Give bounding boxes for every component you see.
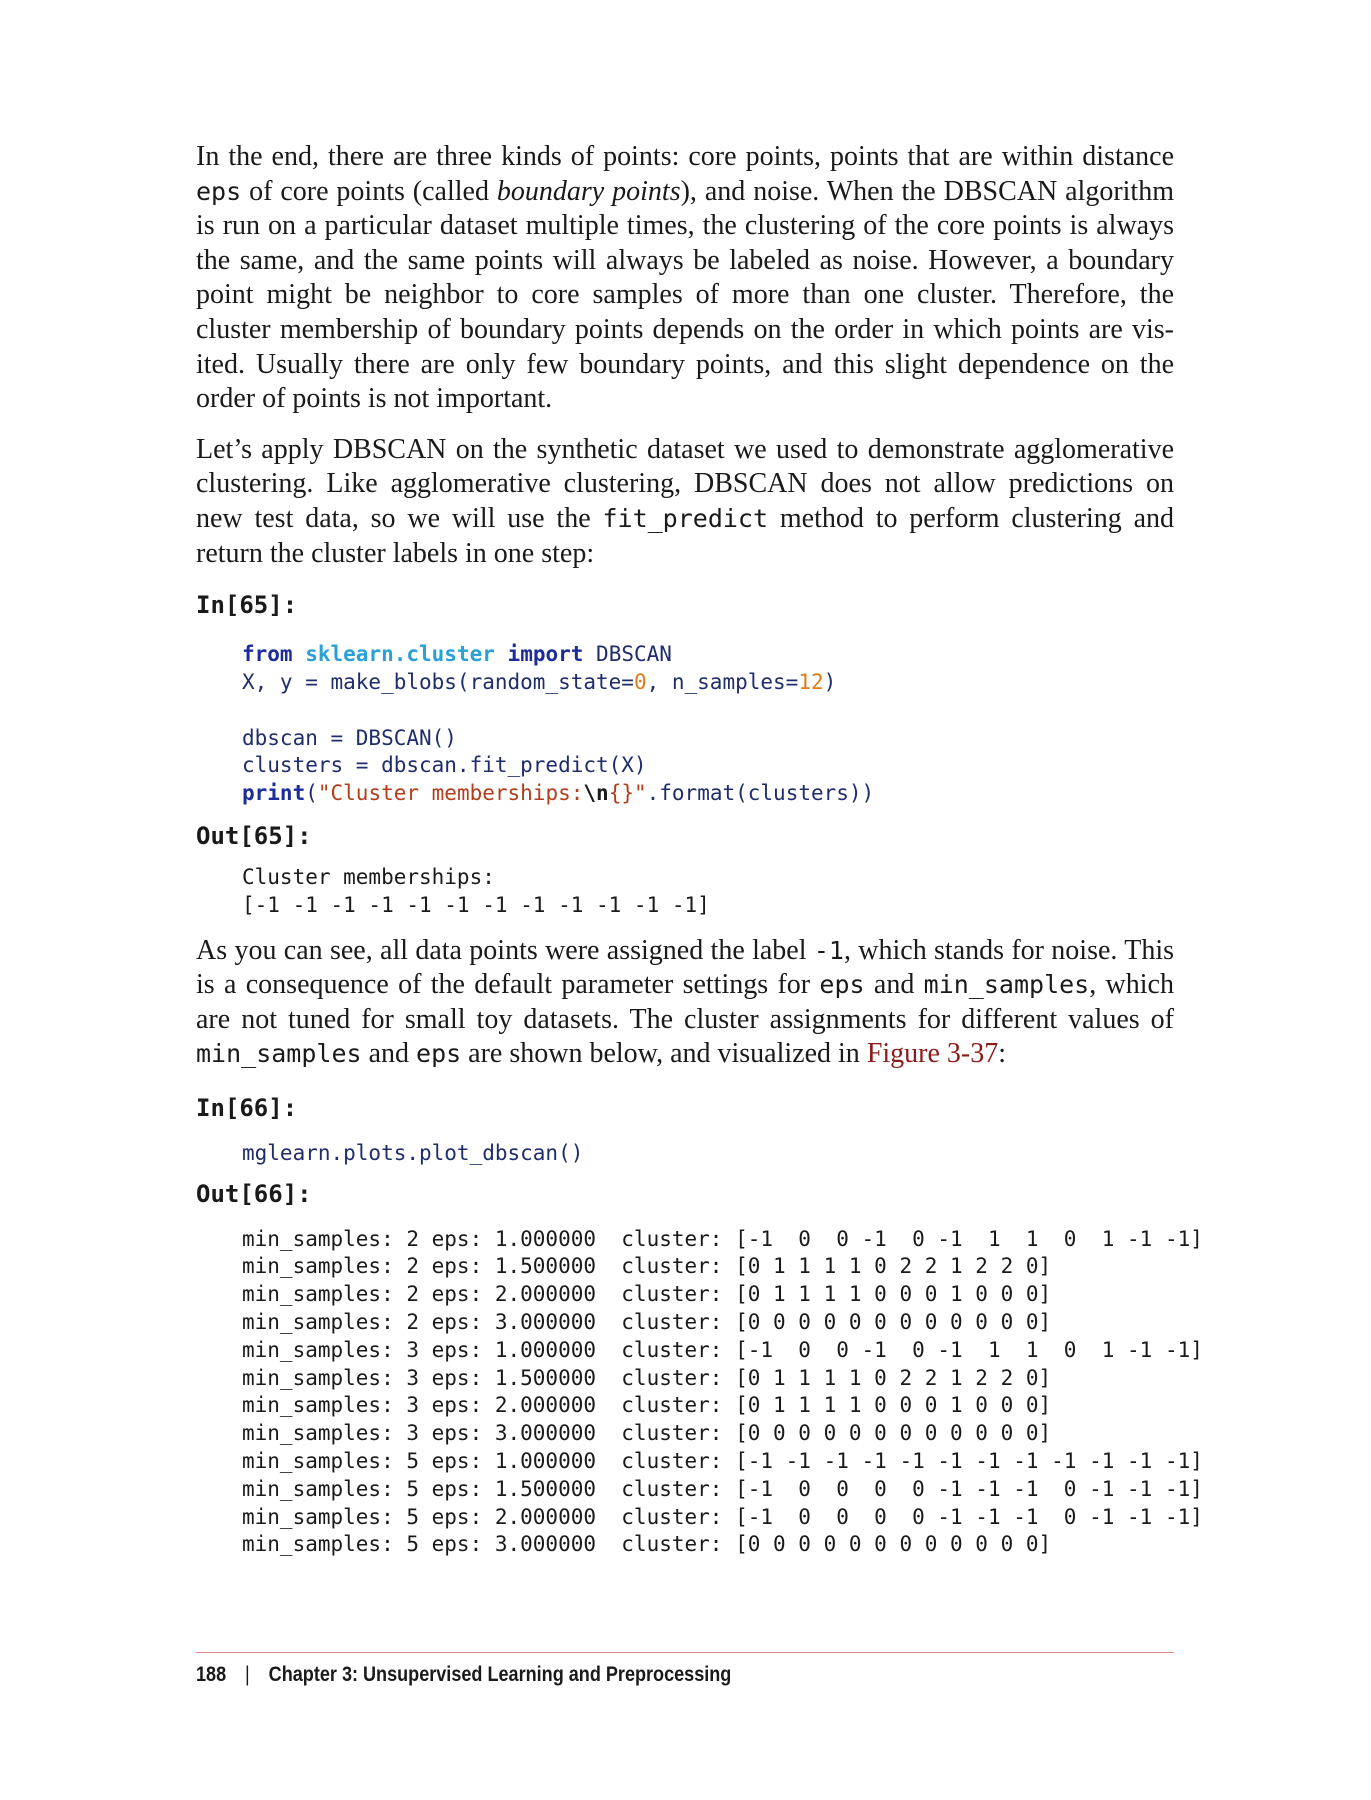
text-run: of core points (called: [241, 175, 497, 207]
code-token: (: [305, 781, 318, 806]
text-run: method to perform clustering and return the cluster labels in one step:: [196, 502, 1174, 569]
inline-code: eps: [819, 970, 865, 1000]
out-prompt-65: Out[65]:: [196, 821, 312, 850]
paragraph-three-kinds-of-points: [196, 140, 1174, 417]
chapter-title: Chapter 3: Unsupervised Learning and Preprocessing: [268, 1663, 732, 1686]
output-line: min_samples: 5 eps: 3.000000 cluster: [0 0 0 0 0 0 0 0 0 0 0 0]: [242, 1532, 1052, 1557]
string-literal: "Cluster memberships:: [317, 781, 584, 806]
string-literal: {}": [608, 781, 647, 806]
text-run: are shown below, and visualized in: [461, 1038, 867, 1070]
output-line: min_samples: 2 eps: 3.000000 cluster: [0 0 0 0 0 0 0 0 0 0 0 0]: [242, 1310, 1052, 1335]
text-run: In the end, there are three kinds of points: core points, points that are within distance: [196, 141, 1174, 172]
text-run: ), and noise. When the DBSCAN algorithm is run on a particular dataset multiple times, the clustering of the core points is always the same, and the same points will always be labeled as noise. However, a boundary point might be neighbor to core samples of more than one cluster. Therefore, the cluster membership of boundary points depends on the order in which points are visited. Usually there are only few boundary points, and this slight dependence on the order of points is not important.: [196, 175, 1174, 415]
output-line: min_samples: 2 eps: 1.500000 cluster: [0 1 1 1 1 0 2 2 1 2 2 0]: [242, 1254, 1052, 1279]
page-footer: [196, 1663, 731, 1687]
inline-code: fit_predict: [602, 503, 769, 533]
inline-code: -1: [813, 935, 844, 965]
output-line: Cluster memberships:: [242, 864, 495, 889]
page-content: [196, 140, 1203, 1559]
output-line: min_samples: 3 eps: 2.000000 cluster: [0 1 1 1 1 0 0 0 1 0 0 0]: [242, 1393, 1052, 1418]
text-run: :: [998, 1038, 1007, 1070]
text-run: and: [361, 1038, 417, 1070]
in-prompt-65: In[65]:: [196, 591, 298, 620]
number-literal: 12: [798, 669, 824, 694]
output-block-65: [196, 864, 1174, 920]
module-name: sklearn.cluster: [305, 642, 495, 667]
output-line: min_samples: 3 eps: 1.000000 cluster: [-1 0 0 -1 0 -1 1 1 0 1 -1 -1]: [242, 1337, 1203, 1362]
text-run: , which stands for noise. This is a consequence of the default parameter settings for: [196, 934, 1175, 1001]
text-run: and: [864, 969, 924, 1001]
code-token: .format(clusters)): [646, 781, 875, 806]
inline-code: min_samples: [923, 970, 1090, 1000]
footer-separator: |: [245, 1663, 250, 1686]
output-block-66: [196, 1226, 1203, 1560]
code-token: DBSCAN: [583, 642, 672, 667]
keyword: from: [242, 642, 293, 667]
code-block-in-66: [196, 1140, 1174, 1168]
output-line: min_samples: 2 eps: 1.000000 cluster: [-1 0 0 -1 0 -1 1 1 0 1 -1 -1]: [242, 1226, 1203, 1251]
code-line: dbscan = DBSCAN(): [242, 725, 457, 750]
escape-sequence: \n: [583, 781, 609, 806]
emphasis: boundary points: [496, 175, 681, 207]
keyword: print: [242, 781, 306, 806]
output-line: min_samples: 2 eps: 2.000000 cluster: [0 1 1 1 1 0 0 0 1 0 0 0]: [242, 1282, 1052, 1307]
code-token: ): [823, 669, 837, 694]
inline-code: min_samples: [196, 1039, 362, 1069]
code-token: , n_samples=: [646, 669, 799, 694]
text-run: As you can see, all data points were assigned the label: [196, 934, 814, 966]
text-run: Let’s apply DBSCAN on the synthetic dataset we used to demonstrate agglomerative clustering. Like agglomerative clustering, DBSCAN does not allow predictions on new test data, so we will use the: [196, 433, 1174, 534]
footer-rule: [196, 1652, 1174, 1653]
output-line: min_samples: 5 eps: 1.000000 cluster: [-1 -1 -1 -1 -1 -1 -1 -1 -1 -1 -1 -1]: [242, 1449, 1203, 1474]
output-line: [-1 -1 -1 -1 -1 -1 -1 -1 -1 -1 -1 -1]: [242, 892, 710, 917]
in-prompt-66: In[66]:: [196, 1093, 298, 1122]
paragraph-apply-dbscan: [196, 433, 1174, 571]
keyword: import: [507, 642, 584, 667]
inline-code: eps: [196, 176, 242, 206]
output-line: min_samples: 5 eps: 2.000000 cluster: [-1 0 0 0 0 -1 -1 -1 0 -1 -1 -1]: [242, 1504, 1203, 1529]
number-literal: 0: [633, 669, 647, 694]
text-run: , which are not tuned for small toy datasets. The cluster assignments for different values of: [196, 969, 1174, 1035]
output-line: min_samples: 3 eps: 3.000000 cluster: [0 0 0 0 0 0 0 0 0 0 0 0]: [242, 1421, 1052, 1446]
figure-3-37-link[interactable]: Figure 3-37: [866, 1038, 999, 1070]
code-line: clusters = dbscan.fit_predict(X): [242, 753, 647, 778]
output-line: min_samples: 5 eps: 1.500000 cluster: [-1 0 0 0 0 -1 -1 -1 0 -1 -1 -1]: [242, 1476, 1203, 1501]
out-prompt-66: Out[66]:: [196, 1179, 312, 1208]
page-number: 188: [196, 1663, 227, 1686]
inline-code: eps: [416, 1039, 462, 1069]
code-block-in-65: [196, 641, 1174, 808]
code-line: mglearn.plots.plot_dbscan(): [242, 1140, 584, 1165]
paragraph-noise-label: [196, 934, 1174, 1072]
code-token: X, y = make_blobs(random_state=: [242, 669, 634, 694]
output-line: min_samples: 3 eps: 1.500000 cluster: [0 1 1 1 1 0 2 2 1 2 2 0]: [242, 1365, 1052, 1390]
